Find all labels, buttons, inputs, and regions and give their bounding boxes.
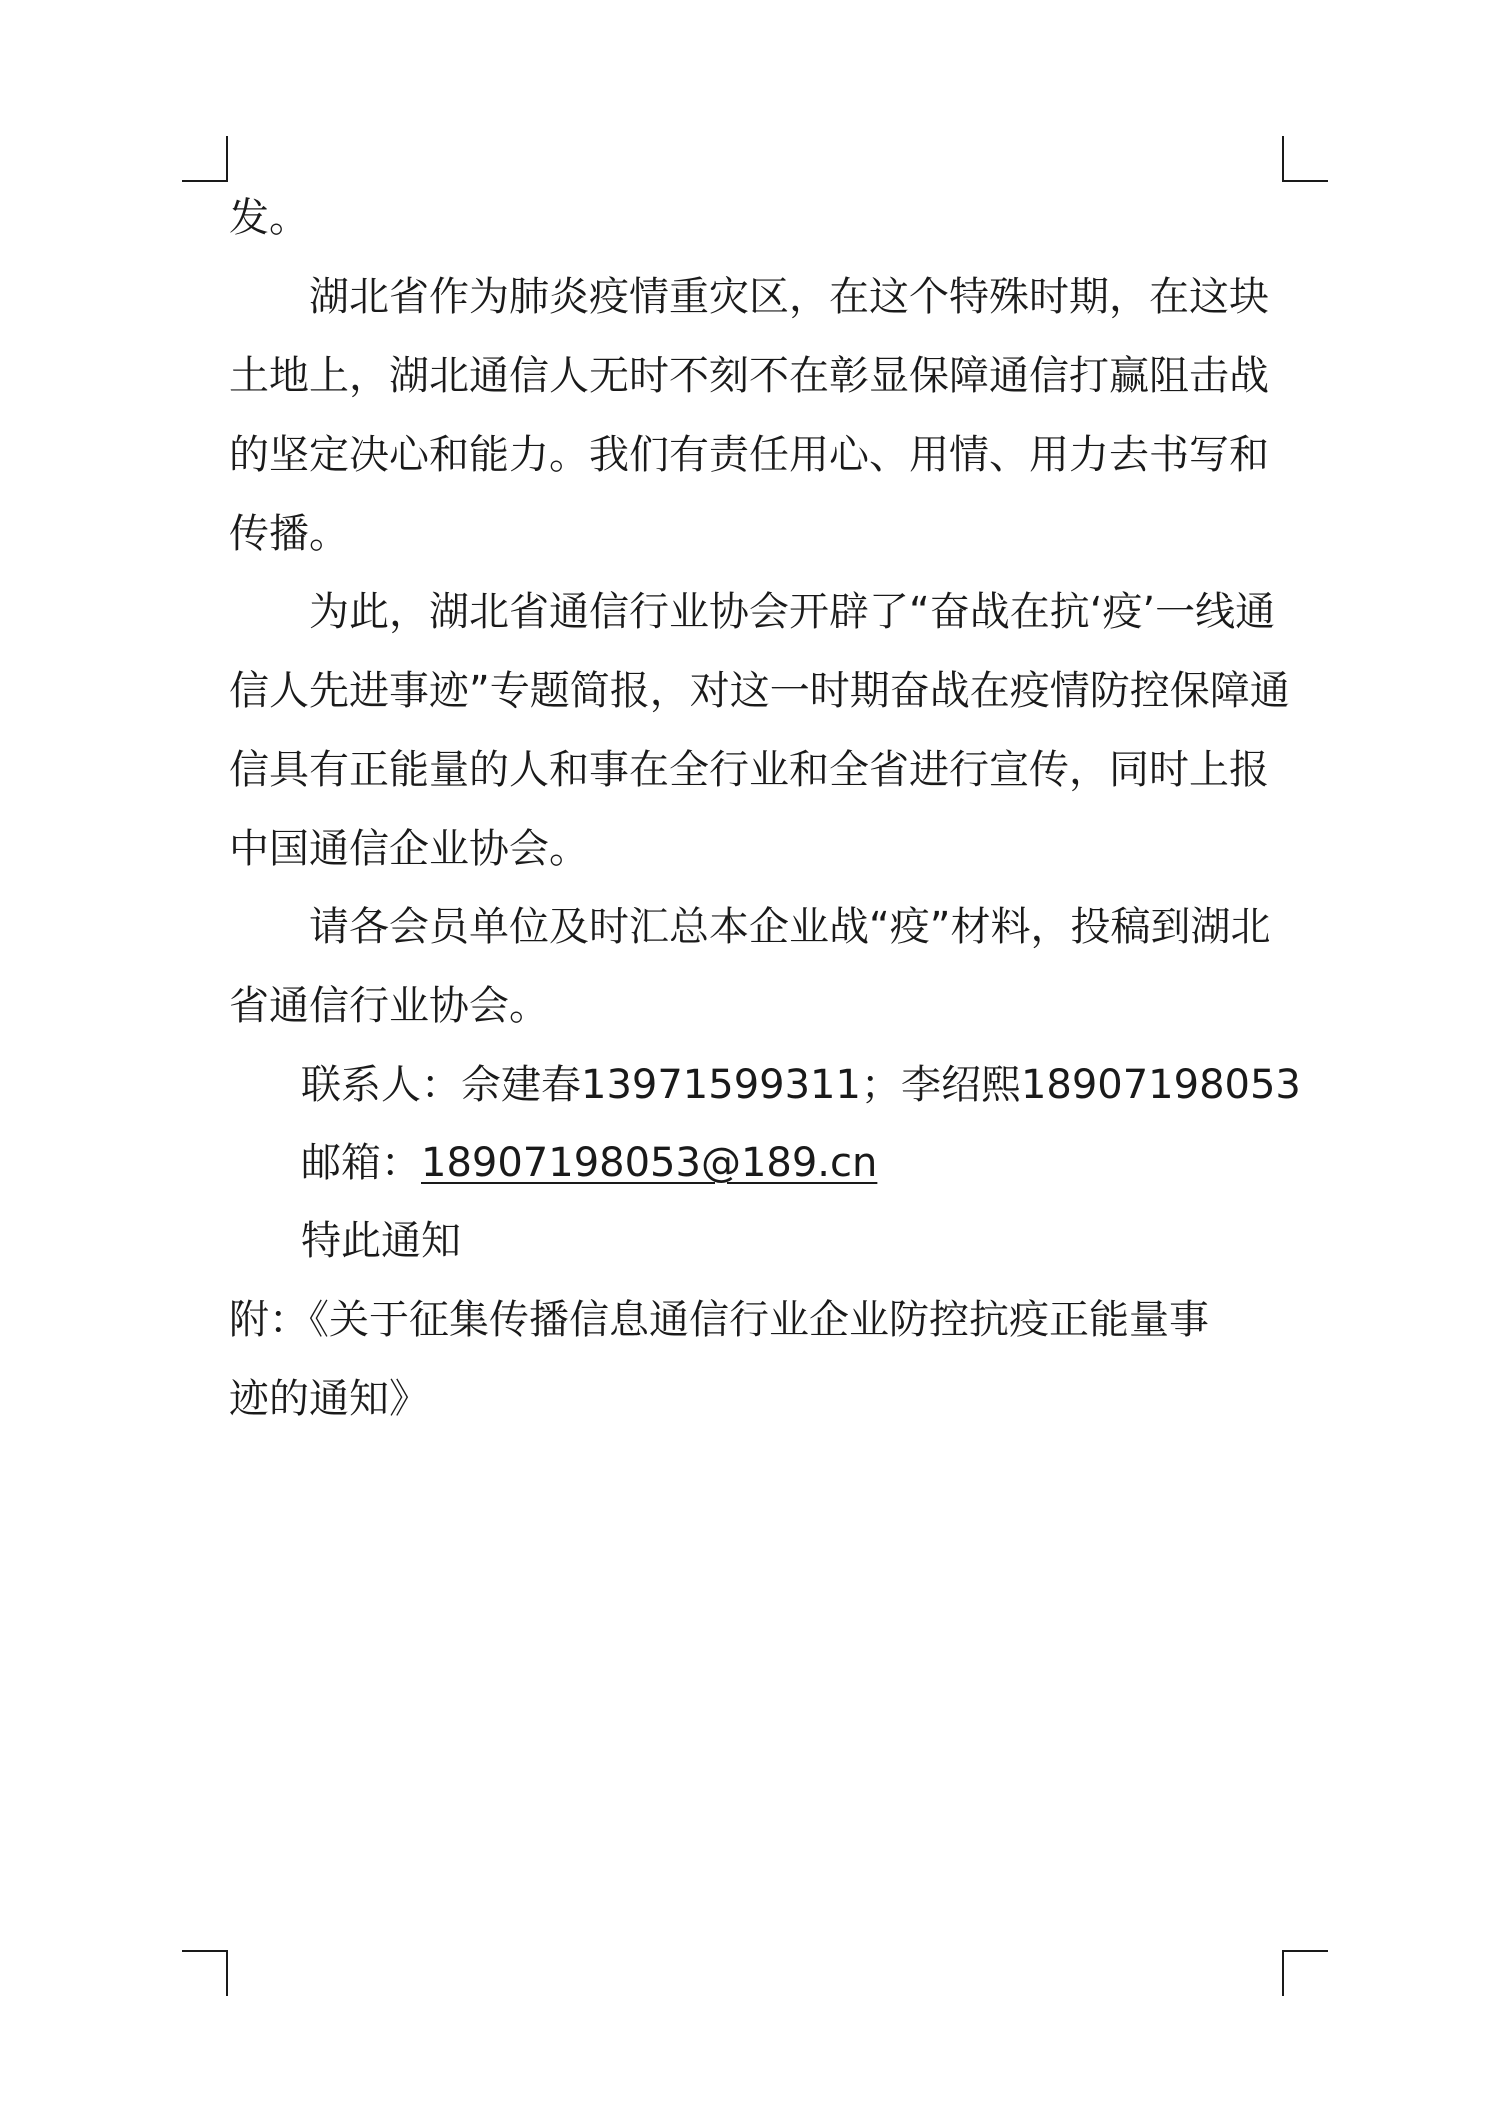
text-line: 附：《关于征集传播信息通信行业企业防控抗疫正能量事 — [229, 1297, 1209, 1343]
text-line: 信具有正能量的人和事在全行业和全省进行宣传，同时上报 — [229, 747, 1269, 793]
text-line: 中国通信企业协会。 — [229, 826, 589, 872]
text-line: 省通信行业协会。 — [229, 983, 549, 1029]
text-line: 请各会员单位及时汇总本企业战“疫”材料，投稿到湖北 — [309, 904, 1271, 950]
contact-value: 佘建春13971599311；李绍熙18907198053 — [461, 1062, 1301, 1108]
text-line: 信人先进事迹”专题简报，对这一时期奋战在疫情防控保障通 — [229, 668, 1290, 714]
text-line: 土地上，湖北通信人无时不刻不在彰显保障通信打赢阻击战 — [229, 353, 1269, 399]
email-link[interactable]: 18907198053@189.cn — [421, 1140, 878, 1186]
text-line: 为此，湖北省通信行业协会开辟了“奋战在抗‘疫’一线通 — [309, 589, 1276, 635]
closing-text: 特此通知 — [301, 1218, 461, 1264]
text-line: 的坚定决心和能力。我们有责任用心、用情、用力去书写和 — [229, 432, 1269, 478]
text-line: 发。 — [229, 195, 309, 241]
contact-label: 联系人： — [301, 1062, 461, 1108]
email-label: 邮箱： — [301, 1140, 421, 1186]
contact-line — [301, 1058, 1301, 1112]
email-line — [301, 1136, 877, 1190]
text-line: 传播。 — [229, 511, 349, 557]
text-line: 迹的通知》 — [229, 1376, 429, 1422]
text-line: 湖北省作为肺炎疫情重灾区，在这个特殊时期，在这块 — [309, 274, 1269, 320]
